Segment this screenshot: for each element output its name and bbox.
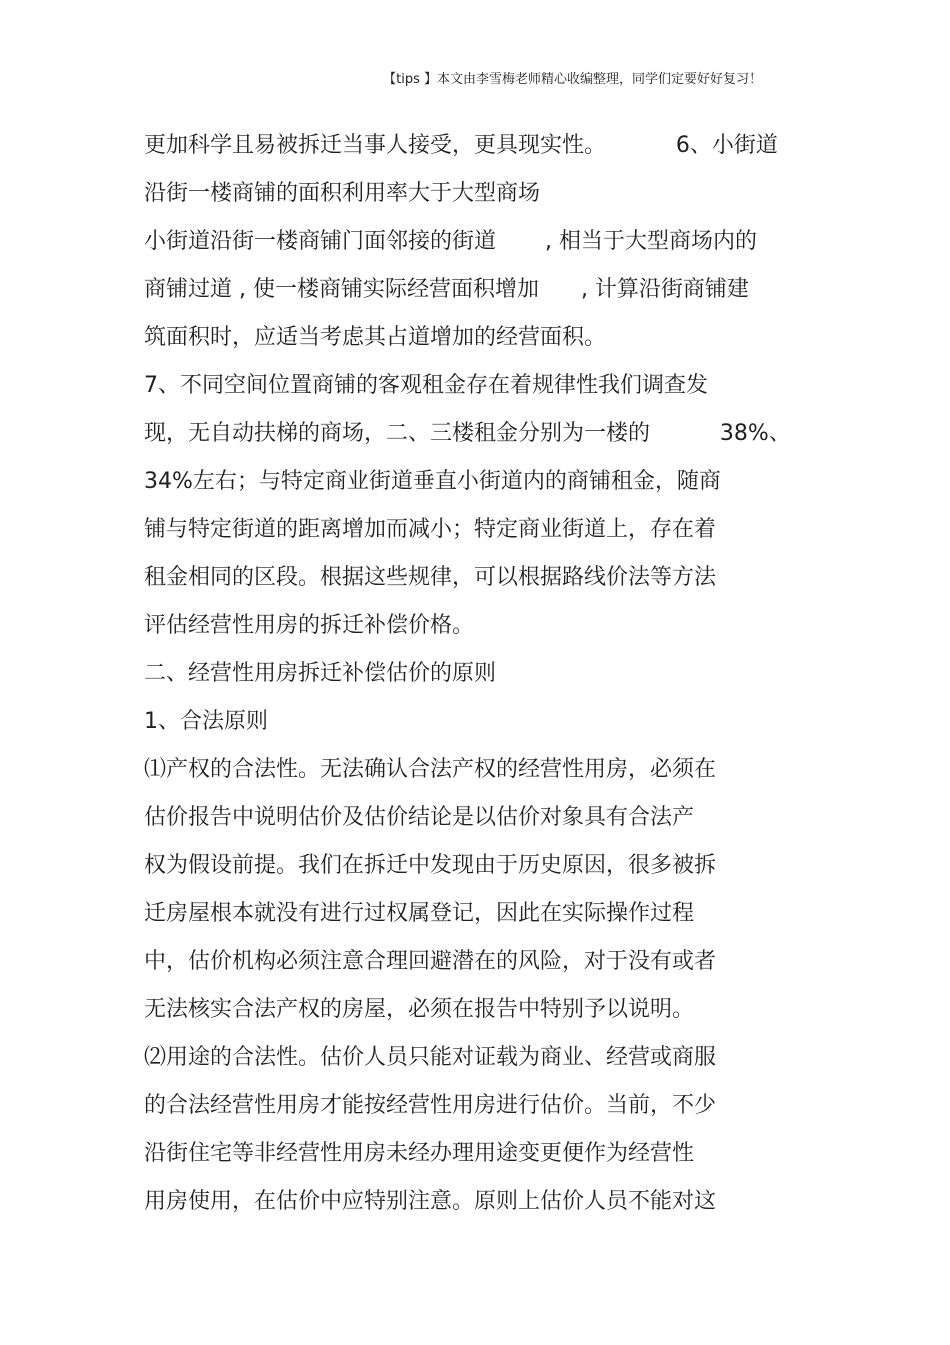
body-line-9: 铺与特定街道的距离增加而减小；特定商业街道上，存在着 xyxy=(144,517,717,542)
header-tip: 【tips 】本文由李雪梅老师精心收编整理，同学们定要好好复习！ xyxy=(383,72,762,87)
subsection-heading: 1、合法原则 xyxy=(144,709,268,734)
body-line-8: 34%左右；与特定商业街道垂直小街道内的商铺租金，随商 xyxy=(144,469,721,494)
body-line-23: 用房使用，在估价中应特别注意。原则上估价人员不能对这 xyxy=(144,1189,717,1214)
section-heading: 二、经营性用房拆迁补偿估价的原则 xyxy=(144,661,497,686)
body-line-3: 小街道沿街一楼商铺门面邻接的街道 , 相当于大型商场内的 xyxy=(144,229,757,254)
body-line-11: 评估经营性用房的拆迁补偿价格。 xyxy=(144,613,475,638)
body-line-22: 沿街住宅等非经营性用房未经办理用途变更便作为经营性 xyxy=(144,1141,695,1166)
body-line-7: 现，无自动扶梯的商场，二、三楼租金分别为一楼的 38%、 xyxy=(144,421,791,446)
body-line-4: 商铺过道 , 使一楼商铺实际经营面积增加 , 计算沿街商铺建 xyxy=(144,277,749,302)
body-line-5: 筑面积时，应适当考虑其占道增加的经营面积。 xyxy=(144,325,607,350)
body-line-20: ⑵用途的合法性。估价人员只能对证载为商业、经营或商服 xyxy=(144,1045,717,1070)
body-line-19: 无法核实合法产权的房屋，必须在报告中特别予以说明。 xyxy=(144,997,695,1022)
body-line-2: 沿街一楼商铺的面积利用率大于大型商场 xyxy=(144,181,541,206)
body-line-15: 估价报告中说明估价及估价结论是以估价对象具有合法产 xyxy=(144,805,695,830)
body-line-10: 租金相同的区段。根据这些规律，可以根据路线价法等方法 xyxy=(144,565,717,590)
body-line-18: 中，估价机构必须注意合理回避潜在的风险，对于没有或者 xyxy=(144,949,717,974)
body-line-1: 更加科学且易被拆迁当事人接受，更具现实性。 6、小街道 xyxy=(144,133,778,158)
body-line-17: 迁房屋根本就没有进行过权属登记，因此在实际操作过程 xyxy=(144,901,695,926)
body-line-16: 权为假设前提。我们在拆迁中发现由于历史原因，很多被拆 xyxy=(144,853,717,878)
body-line-14: ⑴产权的合法性。无法确认合法产权的经营性用房，必须在 xyxy=(144,757,717,782)
body-line-21: 的合法经营性用房才能按经营性用房进行估价。当前，不少 xyxy=(144,1093,717,1118)
body-line-6: 7、不同空间位置商铺的客观租金存在着规律性我们调查发 xyxy=(144,373,708,398)
